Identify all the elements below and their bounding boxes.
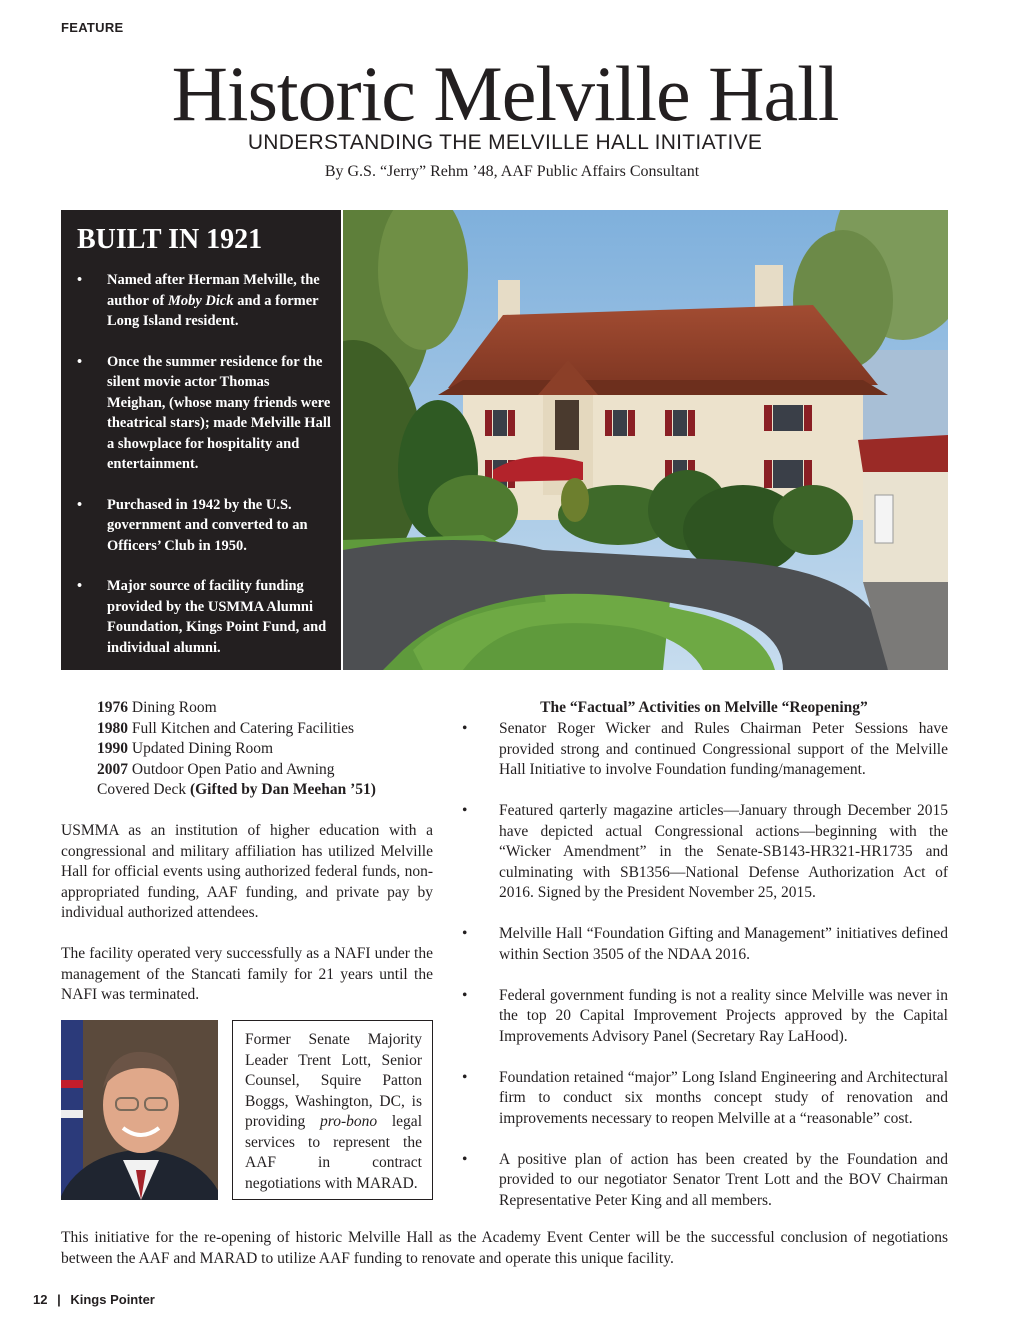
timeline-entry-continued: Covered Deck (Gifted by Dan Meehan ’51) [97, 781, 376, 798]
bullet-glyph: • [462, 1150, 468, 1168]
body-paragraph: USMMA as an institution of higher education with a congressional and military affiliation has utilized Melville Hall for official events using authorized federal funds, non-appropriated funding, AAF funding, and private pay by individual authorized attendees. [61, 822, 433, 921]
activity-item: • Senator Roger Wicker and Rules Chairman Peter Sessions have provided strong and continued Congressional support of the Melville Hall Initiative to involve Foundation funding/management. [462, 720, 948, 778]
trent-lott-portrait [61, 1020, 218, 1200]
reopening-activities-list [462, 719, 948, 1232]
bullet-glyph: • [77, 496, 83, 513]
melville-hall-photo [343, 210, 948, 670]
page-footer [33, 1292, 155, 1307]
body-paragraph: The facility operated very successfully as a NAFI under the management of the Stancati family for 21 years until the NAFI was terminated. [61, 945, 433, 1003]
section-tag: FEATURE [61, 20, 124, 35]
bullet-glyph: • [77, 353, 83, 370]
timeline-entry: 1976 Dining Room [97, 699, 217, 716]
activity-item: • Federal government funding is not a reality since Melville was never in the top 20 Capital Improvement Projects approved by the Capital Improvements Advisory Panel (Secretary Ray LaHood). [462, 986, 948, 1045]
bullet-glyph: • [462, 720, 468, 737]
timeline-entry: 1990 Updated Dining Room [97, 740, 274, 757]
article-subtitle: UNDERSTANDING THE MELVILLE HALL INITIATIVE [247, 131, 763, 154]
sidebar-item: • Purchased in 1942 by the U.S. government and converted to an Officers’ Club in 1950. [77, 496, 308, 554]
bullet-glyph: • [462, 1068, 468, 1086]
sidebar-item: • Named after Herman Melville, the author of Moby Dick and a former Long Island resident. [77, 272, 320, 329]
sidebar-heading: BUILT IN 1921 [77, 224, 263, 255]
page-number: 12 [33, 1292, 48, 1307]
renovation-timeline [97, 698, 437, 801]
portrait-illustration [61, 1020, 218, 1200]
activity-item: • Melville Hall “Foundation Gifting and Management” initiatives defined within Section 3505 of the NDAA 2016. [462, 925, 948, 963]
activity-item: • Featured qarterly magazine articles—January through December 2015 have depicted actual Congressional actions—beginning with the “Wicker Amendment” in the Senate-SB143-HR321-HR1735 and culminating with SB1356—National Defense Authorization Act of 2016. Signed by the President November 25, 2015. [462, 802, 948, 901]
bullet-glyph: • [77, 578, 83, 594]
building-illustration [343, 210, 948, 670]
reopening-activities-heading: The “Factual” Activities on Melville “Reopening” [540, 699, 868, 716]
sidebar-item: • Once the summer residence for the silent movie actor Thomas Meighan, (whose many friends were theatrical stars); made Melville Hall a showplace for hospitality and entertainment. [77, 353, 331, 472]
built-in-1921-sidebar [61, 210, 341, 670]
bullet-glyph: • [462, 925, 468, 942]
portrait-caption: Former Senate Majority Leader Trent Lott, Senior Counsel, Squire Patton Boggs, Washington, DC, is providing pro-bono legal services to represent the AAF in contract negotiations with MARAD. [232, 1020, 433, 1200]
bullet-glyph: • [77, 272, 83, 288]
article-byline: By G.S. “Jerry” Rehm ’48, AAF Public Affairs Consultant [324, 163, 700, 180]
bullet-glyph: • [462, 986, 468, 1004]
activity-item: • A positive plan of action has been created by the Foundation and provided to our negotiator Senator Trent Lott and the BOV Chairman Representative Peter King and all members. [462, 1150, 948, 1209]
timeline-entry: 1980 Full Kitchen and Catering Facilities [97, 719, 354, 737]
timeline-entry: 2007 Outdoor Open Patio and Awning [97, 760, 335, 778]
activity-item: • Foundation retained “major” Long Island Engineering and Architectural firm to conduct six months concept study of renovation and improvements necessary to reopen Melville at a “reasonable” cost. [462, 1068, 948, 1127]
footer-separator: | [57, 1292, 61, 1307]
article-title: Historic Melville Hall [171, 50, 839, 137]
closing-paragraph: This initiative for the re-opening of historic Melville Hall as the Academy Event Center will be the successful conclusion of negotiations between the AAF and MARAD to utilize AAF funding to renovate and operate this unique facility. [61, 1229, 948, 1267]
bullet-glyph: • [462, 802, 468, 819]
sidebar-item: • Major source of facility funding provided by the USMMA Alumni Foundation, Kings Point Fund, and individual alumni. [77, 578, 327, 656]
publication-name: Kings Pointer [70, 1292, 155, 1307]
sidebar-list [77, 270, 331, 658]
